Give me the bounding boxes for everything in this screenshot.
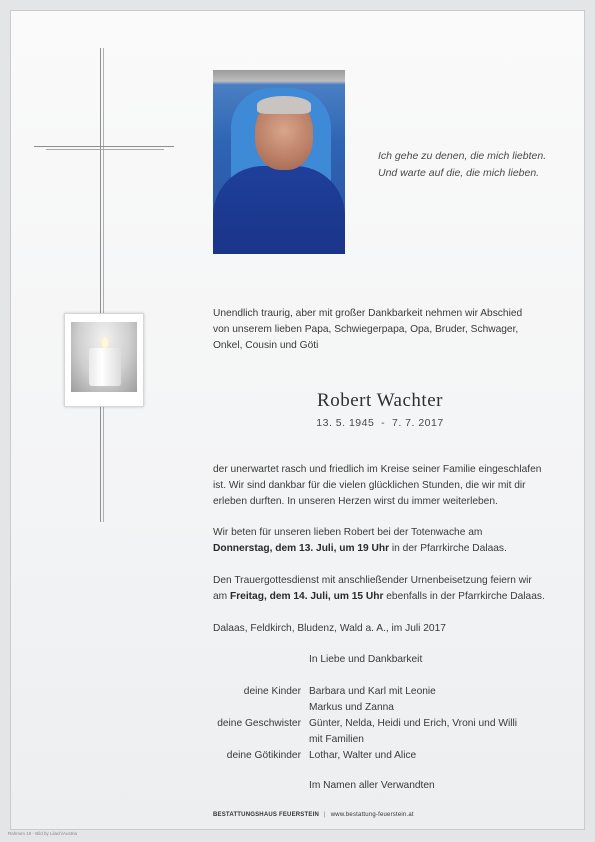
survivor-names: Günter, Nelda, Heidi und Erich, Vroni und Willi — [309, 718, 517, 729]
survivors-list — [150, 684, 550, 764]
signature-text: Im Namen aller Verwandten — [309, 780, 435, 791]
funeral-home-name: BESTATTUNGSHAUS FEUERSTEIN — [213, 812, 319, 818]
intro-text — [213, 306, 522, 354]
cross-icon — [100, 48, 104, 522]
survivor-names: Barbara und Karl mit Leonie — [309, 686, 436, 697]
wake-date: Donnerstag, dem 13. Juli, um 19 Uhr — [213, 543, 390, 554]
cross-bar — [34, 145, 174, 151]
quote-line: Und warte auf die, die mich lieben. — [378, 167, 540, 179]
place-line: Dalaas, Feldkirch, Bludenz, Wald a. A., im Juli 2017 — [213, 623, 446, 634]
wake-text — [213, 525, 507, 557]
survivor-names: Markus und Zanna — [309, 702, 394, 713]
text-fragment: in der Pfarrkirche Dalaas. — [389, 543, 507, 554]
place-date — [213, 621, 446, 637]
farewell-text — [213, 462, 541, 510]
text-fragment: ebenfalls in der Pfarrkirche Dalaas. — [383, 591, 545, 602]
closing-line — [309, 652, 422, 668]
quote — [378, 148, 558, 182]
survivor-label: deine Götikinder — [226, 750, 301, 761]
survivor-row — [150, 700, 550, 716]
survivor-row — [150, 732, 550, 748]
funeral-text — [213, 573, 545, 605]
funeral-home-url[interactable]: www.bestattung-feuerstein.at — [330, 812, 414, 818]
text-line: Wir beten für unseren lieben Robert bei der Totenwache am — [213, 527, 483, 538]
intro-line: Onkel, Cousin und Göti — [213, 340, 319, 351]
survivor-row — [150, 684, 550, 700]
footer-separator: | — [323, 812, 326, 818]
survivor-names: mit Familien — [309, 734, 364, 745]
life-dates: 13. 5. 1945 - 7. 7. 2017 — [316, 417, 444, 429]
text-line: ist. Wir sind dankbar für die vielen glücklichen Stunden, die wir mit dir — [213, 480, 526, 491]
credit-note: Rahmen 19 - Bild by Lilach/Austria — [8, 831, 78, 836]
survivor-label: deine Kinder — [243, 686, 301, 697]
candle-icon — [89, 348, 121, 386]
intro-line: Unendlich traurig, aber mit großer Dankbarkeit nehmen wir Abschied — [213, 308, 523, 319]
signature-line — [309, 778, 435, 794]
text-line — [213, 589, 545, 605]
survivor-row — [150, 716, 550, 732]
text-line: erleben durften. In unseren Herzen wirst du immer weiterleben. — [213, 496, 498, 507]
text-line: der unerwartet rasch und friedlich im Kreise seiner Familie eingeschlafen — [213, 464, 542, 475]
text-line: Den Trauergottesdienst mit anschließender Urnenbeisetzung feiern wir — [213, 575, 532, 586]
flame-icon — [102, 337, 108, 348]
survivor-row — [150, 748, 550, 764]
footer — [213, 812, 414, 818]
survivor-label: deine Geschwister — [217, 718, 301, 729]
intro-line: von unserem lieben Papa, Schwiegerpapa, Opa, Bruder, Schwager, — [213, 324, 519, 335]
quote-line: Ich gehe zu denen, die mich liebten. — [378, 150, 547, 162]
portrait-photo — [213, 70, 345, 254]
text-line — [213, 541, 507, 557]
text-fragment: am — [213, 591, 230, 602]
funeral-date: Freitag, dem 14. Juli, um 15 Uhr — [229, 591, 384, 602]
closing-text: In Liebe und Dankbarkeit — [309, 654, 423, 665]
deceased-name: Robert Wachter — [317, 390, 443, 411]
survivor-names: Lothar, Walter und Alice — [309, 750, 417, 761]
